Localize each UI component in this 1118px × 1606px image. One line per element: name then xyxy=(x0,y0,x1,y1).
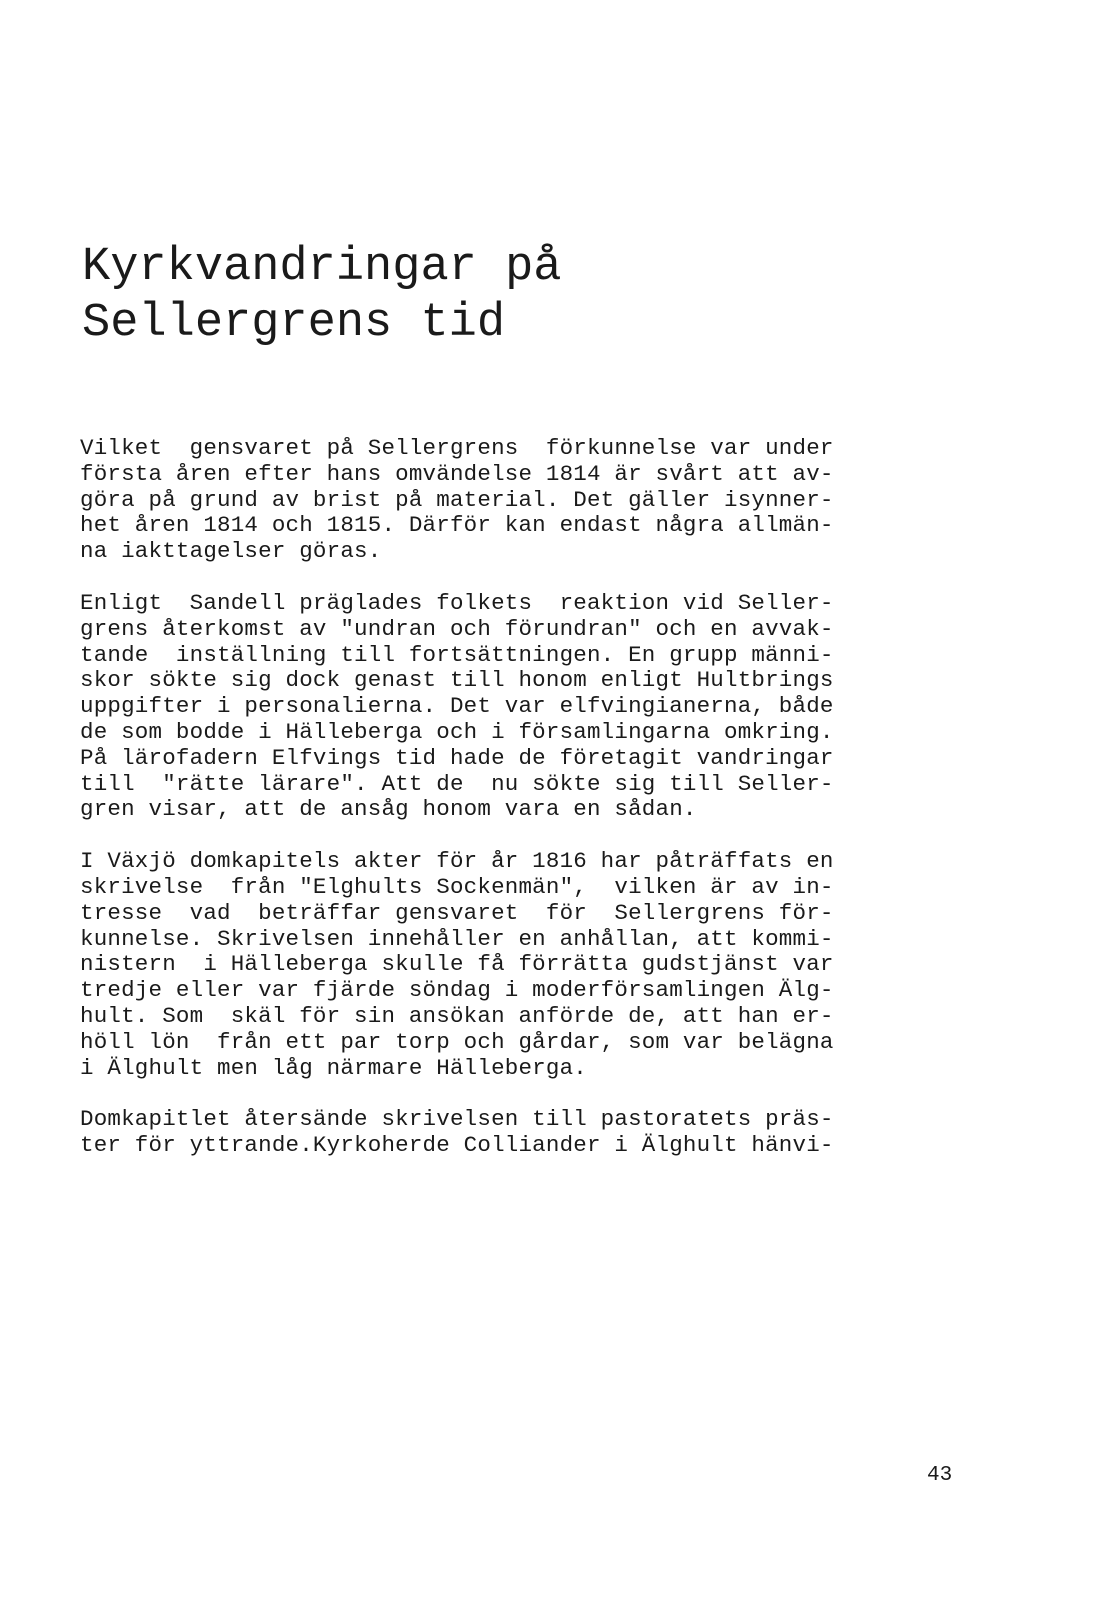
title-line: Sellergrens tid xyxy=(82,297,506,350)
paragraph xyxy=(80,1107,980,1159)
text-line: kunnelse. Skrivelsen innehåller en anhållan, att kommi- xyxy=(80,925,834,952)
text-line: göra på grund av brist på material. Det gäller isynner- xyxy=(80,486,834,513)
text-line: na iakttagelser göras. xyxy=(80,538,382,565)
text-line: På lärofadern Elfvings tid hade de företagit vandringar xyxy=(80,744,834,771)
text-line: ter för yttrande.Kyrkoherde Colliander i Älghult hänvi- xyxy=(80,1132,834,1159)
text-line: första åren efter hans omvändelse 1814 är svårt att av- xyxy=(80,460,834,487)
text-line: gren visar, att de ansåg honom vara en sådan. xyxy=(80,796,697,823)
text-line: tresse vad beträffar gensvaret för Sellergrens för- xyxy=(80,899,834,926)
paragraph xyxy=(80,436,980,565)
page-number: 43 xyxy=(927,1464,953,1487)
text-line: till "rätte lärare". Att de nu sökte sig till Seller- xyxy=(80,770,834,797)
paragraph xyxy=(80,591,980,823)
text-line: het åren 1814 och 1815. Därför kan endast några allmän- xyxy=(80,512,834,539)
text-line: tande inställning till fortsättningen. En grupp männi- xyxy=(80,641,834,668)
text-line: grens återkomst av "undran och förundran" och en avvak- xyxy=(80,615,834,642)
text-line: hult. Som skäl för sin ansökan anförde de, att han er- xyxy=(80,1002,834,1029)
title-line: Kyrkvandringar på xyxy=(82,241,562,294)
text-line: I Växjö domkapitels akter för år 1816 har påträffats en xyxy=(80,848,834,875)
text-line: skor sökte sig dock genast till honom enligt Hultbrings xyxy=(80,667,834,694)
text-line: de som bodde i Hälleberga och i församlingarna omkring. xyxy=(80,718,834,745)
text-line: nistern i Hälleberga skulle få förrätta gudstjänst var xyxy=(80,951,834,978)
text-line: uppgifter i personalierna. Det var elfvingianerna, både xyxy=(80,693,834,720)
text-line: skrivelse från "Elghults Sockenmän", vilken är av in- xyxy=(80,873,834,900)
paragraph xyxy=(80,849,980,1081)
text-line: höll lön från ett par torp och gårdar, som var belägna xyxy=(80,1028,834,1055)
text-line: i Älghult men låg närmare Hälleberga. xyxy=(80,1054,587,1081)
page-title xyxy=(82,240,561,352)
text-line: Vilket gensvaret på Sellergrens förkunnelse var under xyxy=(80,435,834,461)
body-text xyxy=(80,436,980,1185)
text-line: tredje eller var fjärde söndag i moderförsamlingen Älg- xyxy=(80,977,834,1004)
text-line: Domkapitlet återsände skrivelsen till pastoratets präs- xyxy=(80,1106,834,1133)
text-line: Enligt Sandell präglades folkets reaktion vid Seller- xyxy=(80,589,834,616)
